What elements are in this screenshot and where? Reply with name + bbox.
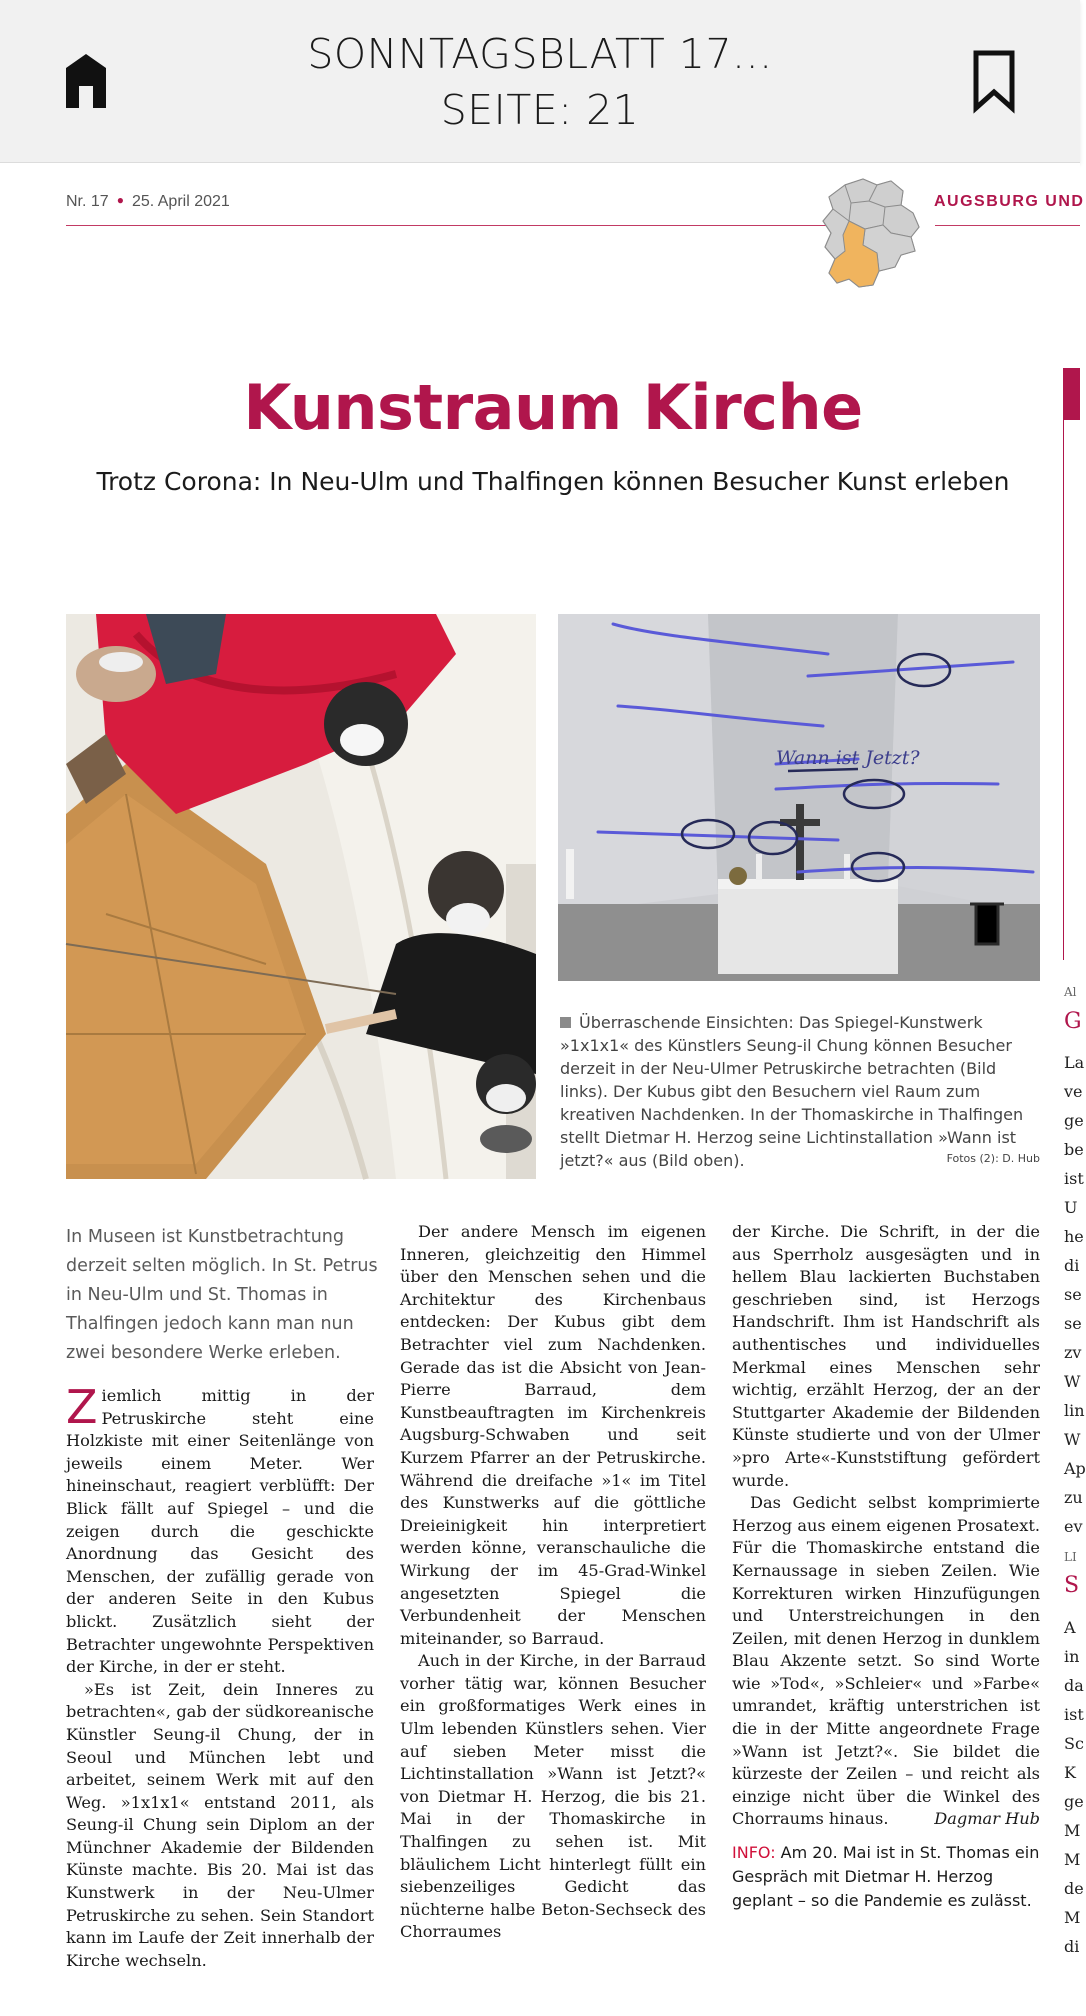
side-text-fragment: Ap — [1064, 1459, 1086, 1478]
bullet-icon: ● — [116, 193, 124, 207]
side-text-fragment: di — [1064, 1937, 1080, 1956]
side-text-fragment: se — [1064, 1285, 1082, 1304]
paragraph: der Kirche. Die Schrift, in der die aus Sperrholz ausgesägten und in hellem Blau lackierten Buchstaben geschrieben sind, ist Herzogs Handschrift. Ihm ist Handschrift als authentisches und individuelles Merkmal eines Menschen sehr wichtig, erzählt Herzog, der an der Stuttgarter Akademie der Bildenden Künste studierte und von der Ulmer »pro Arte«-Kunststiftung gefördert wurde. — [732, 1222, 1040, 1490]
side-heading: G — [1064, 1009, 1082, 1034]
paragraph: Auch in der Kirche, in der Barraud vorher tätig war, können Besucher ein großformatiges Werk eines in Ulm lebenden Künstlers sehen. Vier auf sieben Meter misst die Lichtinstallation »Wann ist Jetzt?« von Dietmar H. Herzog, die bis 21. Mai in der Thomaskirche in Thalfingen zu sehen ist. Mit bläulichem Licht hinterlegt füllt ein siebenzeiliges Gedicht das nüchterne halbe Beton-Sechseck des Chorraumes — [400, 1651, 706, 1942]
side-text-fragment: M — [1064, 1821, 1081, 1840]
app-bar — [0, 0, 1080, 163]
photo-caption — [560, 1011, 1040, 1172]
issue-date: 25. April 2021 — [131, 193, 230, 210]
side-text-fragment: be — [1064, 1140, 1084, 1159]
newspaper-page[interactable] — [0, 163, 1086, 2016]
article-subhead: Trotz Corona: In Neu-Ulm und Thalfingen können Besucher Kunst erleben — [96, 467, 1010, 496]
article-column-1 — [66, 1380, 374, 1972]
paragraph: Der andere Mensch im eigenen Inneren, gleichzeitig den Himmel über den Menschen sehen und die Architektur des Kirchenbaus entdecken: Der Kubus gibt dem Betrachter viel zum Nachdenken. Gerade das ist die Absicht von Jean-Pierre Barraud, dem Kunstbeauftragten im Kirchenkreis Augsburg-Schwaben und seit Kurzem Pfarrer an der Petruskirche. Während die dreifache »1« im Titel des Kunstwerks auf die göttliche Dreieinigkeit hin interpretiert werden könne, veranschauliche die Wirkung der im 45-Grad-Winkel angesetzten Spiegel die Verbundenheit der Menschen miteinander, so Barraud. — [400, 1222, 706, 1648]
bookmark-button[interactable] — [970, 50, 1018, 112]
article-column-2 — [400, 1221, 706, 1944]
side-text-fragment: de — [1064, 1879, 1084, 1898]
side-text-fragment: M — [1064, 1850, 1081, 1869]
publication-title: SONNTAGSBLATT 17... — [307, 30, 773, 78]
header-rule — [66, 225, 828, 226]
side-text-fragment: in — [1064, 1647, 1080, 1666]
side-text-fragment: ist — [1064, 1169, 1084, 1188]
document-title — [200, 26, 880, 138]
issue-number: Nr. 17 — [66, 193, 109, 210]
article-headline: Kunstraum Kirche — [243, 371, 863, 444]
side-text-fragment: he — [1064, 1227, 1084, 1246]
side-text-fragment: ev — [1064, 1517, 1083, 1536]
side-text-fragment: W — [1064, 1372, 1081, 1391]
home-icon — [62, 48, 110, 108]
side-text-fragment: zu — [1064, 1488, 1083, 1507]
caption-bullet-icon — [560, 1017, 571, 1028]
side-text-fragment: da — [1064, 1676, 1084, 1695]
photo-mirror-cube — [66, 614, 536, 1179]
side-text-fragment: ist — [1064, 1705, 1084, 1724]
side-article-accent — [1063, 368, 1080, 420]
side-text-fragment: U — [1064, 1198, 1078, 1217]
paragraph: Ziemlich mittig in der Petruskirche steht eine Holzkiste mit einer Seitenlänge von jeweils einem Meter. Wer hineinschaut, reagiert verblüfft: Der Blick fällt auf Spiegel – und die zeigen durch die geschickte Anordnung das Gesicht des Menschen, der zufällig gerade von der anderen Seite in den Kubus blickt. Zusätzlich sieht der Betrachter ungewohnte Perspektiven der Kirche, in der er steht. — [66, 1380, 374, 1677]
side-text-fragment: A — [1064, 1618, 1076, 1637]
side-text-fragment: ve — [1064, 1082, 1083, 1101]
page-indicator: SEITE: 21 — [440, 86, 640, 134]
bavaria-map-icon — [815, 175, 937, 297]
installation-text-wann-ist-jetzt: Wann ist Jetzt? — [776, 747, 920, 769]
info-label: INFO: — [732, 1843, 776, 1863]
side-text-fragment: K — [1064, 1763, 1076, 1782]
side-text-fragment: W — [1064, 1430, 1081, 1449]
paragraph: Das Gedicht selbst komprimierte Herzog aus einem eigenen Prosatext. Für die Thomaskirche entstand die Kernaussage in sieben Zeilen. Wie Korrekturen wirken Hinzufügungen und Unterstreichungen in den Zeilen, mit denen Herzog in dunklem Blau Akzente setzt. So sind Worte wie »Tod«, »Schleier« und »Farbe« umrandet, kräftig unterstrichen ist die in der Mitte angeordnete Frage »Wann ist Jetzt?«. Sie bildet die kürzeste der Zeilen – und reicht als einzige nicht über die Winkel des Chorraums hinaus. Dagmar Hub — [732, 1492, 1040, 1831]
paragraph: »Es ist Zeit, dein Inneres zu betrachten«, gab der südkoreanische Künstler Seung-il Chung, der in Seoul und München lebt und arbeitet, seinem Werk mit auf den Weg. »1x1x1« entstand 2011, als Seung-il Chung sein Diplom an der Münchner Akademie der Bildenden Künste machte. Bis 20. Mai ist das Kunstwerk in der Neu-Ulmer Petruskirche zu sehen. Sein Standort kann im Laufe der Zeit innerhalb der Kirche wechseln. — [66, 1679, 374, 1970]
article-column-3 — [732, 1221, 1040, 1913]
side-article-box — [1063, 420, 1081, 960]
photo-light-installation — [558, 614, 1040, 981]
side-text-fragment: lin — [1064, 1401, 1085, 1420]
info-text: Am 20. Mai ist in St. Thomas ein Gespräch mit Dietmar H. Herzog geplant – so die Pandemie es zulässt. — [732, 1843, 1040, 1911]
side-text-fragment: di — [1064, 1256, 1080, 1275]
info-box — [732, 1841, 1040, 1913]
article-author: Dagmar Hub — [934, 1809, 1040, 1829]
side-text-fragment: ge — [1064, 1111, 1084, 1130]
side-text-fragment: ge — [1064, 1792, 1084, 1811]
drop-cap: Z — [66, 1380, 98, 1434]
region-label: AUGSBURG UND — [934, 193, 1085, 210]
bookmark-icon — [970, 50, 1018, 112]
issue-meta — [66, 193, 230, 211]
caption-text: Überraschende Einsichten: Das Spiegel-Kunstwerk »1x1x1« des Künstlers Seung-il Chung können Besucher derzeit in der Neu-Ulmer Petruskirche betrachten (Bild links). Der Kubus gibt den Besuchern viel Raum zum kreativen Nachdenken. In der Thomaskirche in Thalfingen stellt Dietmar H. Herzog seine Lichtinstallation »Wann ist jetzt?« aus (Bild oben). — [560, 1013, 1024, 1170]
side-heading: S — [1064, 1573, 1080, 1598]
side-text-fragment: La — [1064, 1053, 1085, 1072]
side-text-fragment: M — [1064, 1908, 1081, 1927]
side-text-fragment: Sc — [1064, 1734, 1084, 1753]
photo-credit: Fotos (2): D. Hub — [946, 1152, 1040, 1165]
header-rule-right — [935, 225, 1080, 226]
side-heading: LI — [1064, 1550, 1077, 1564]
side-text-fragment: se — [1064, 1314, 1082, 1333]
home-button[interactable] — [62, 48, 110, 108]
side-heading: Al — [1064, 985, 1077, 999]
article-lead: In Museen ist Kunstbetrachtung derzeit selten möglich. In St. Petrus in Neu-Ulm und St. Thomas in Thalfingen jedoch kann man nun zwei besondere Werke erleben. — [66, 1227, 378, 1363]
side-text-fragment: zv — [1064, 1343, 1082, 1362]
